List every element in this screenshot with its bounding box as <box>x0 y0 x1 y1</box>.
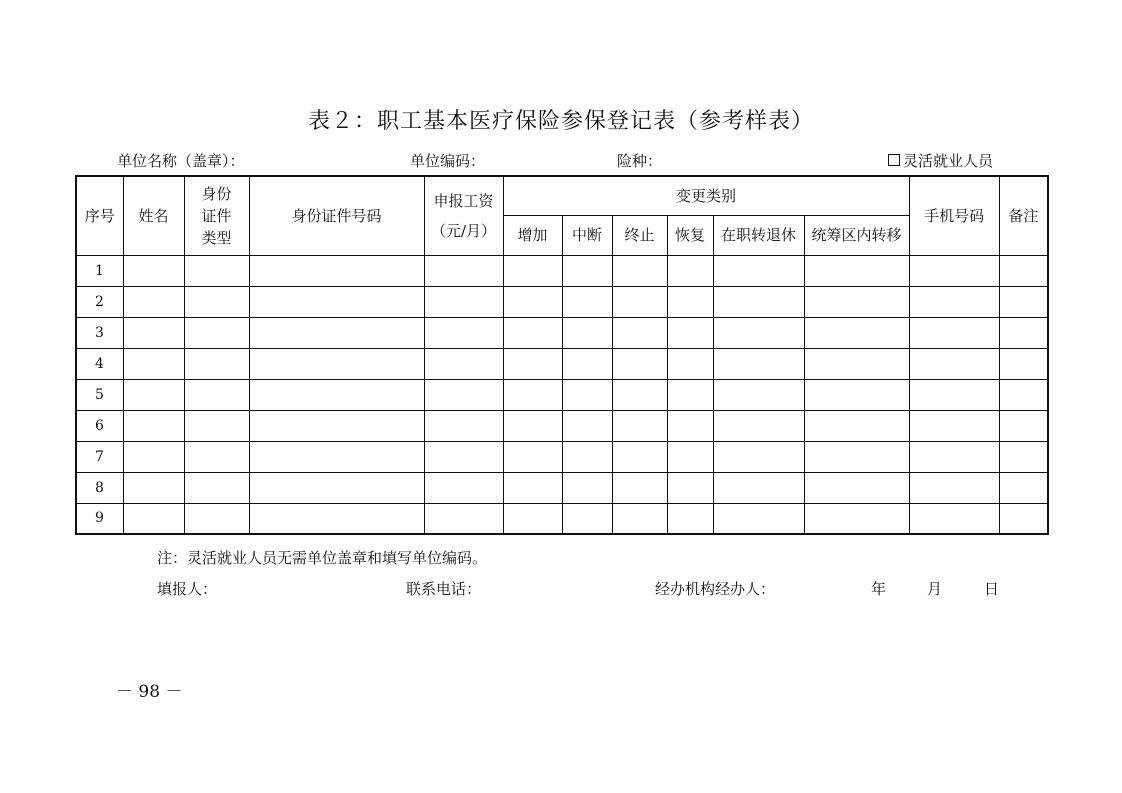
table-cell[interactable] <box>667 255 713 286</box>
table-cell[interactable] <box>999 503 1048 534</box>
table-cell[interactable] <box>503 286 562 317</box>
table-cell[interactable] <box>249 286 424 317</box>
table-cell[interactable] <box>123 472 184 503</box>
table-cell[interactable] <box>562 286 612 317</box>
change-type-resume: 恢复 <box>667 215 713 255</box>
row-number: 4 <box>76 348 123 379</box>
change-type-increase: 增加 <box>503 215 562 255</box>
table-cell[interactable] <box>612 379 667 410</box>
table-cell[interactable] <box>667 503 713 534</box>
table-cell[interactable] <box>999 379 1048 410</box>
header-id-type-text: 身份证件类型 <box>201 184 232 247</box>
table-cell[interactable] <box>667 410 713 441</box>
header-wage <box>424 176 503 255</box>
table-cell[interactable] <box>424 348 503 379</box>
table-cell[interactable] <box>713 410 804 441</box>
insurance-type-label: 险种： <box>617 152 663 170</box>
table-cell[interactable] <box>909 286 999 317</box>
header-id-type <box>184 176 249 255</box>
header-remarks: 备注 <box>999 176 1048 255</box>
table-cell[interactable] <box>667 317 713 348</box>
row-number: 6 <box>76 410 123 441</box>
table-cell[interactable] <box>999 286 1048 317</box>
table-cell[interactable] <box>999 317 1048 348</box>
table-cell[interactable] <box>612 503 667 534</box>
table-cell[interactable] <box>249 441 424 472</box>
table-row <box>76 286 1048 317</box>
table-cell[interactable] <box>804 348 909 379</box>
table-cell[interactable] <box>249 379 424 410</box>
table-cell[interactable] <box>713 503 804 534</box>
row-number: 2 <box>76 286 123 317</box>
header-seq: 序号 <box>76 176 123 255</box>
header-id-number: 身份证件号码 <box>249 176 424 255</box>
table-cell[interactable] <box>123 503 184 534</box>
table-cell[interactable] <box>612 441 667 472</box>
table-cell[interactable] <box>562 441 612 472</box>
row-number: 1 <box>76 255 123 286</box>
table-cell[interactable] <box>562 317 612 348</box>
table-cell[interactable] <box>503 348 562 379</box>
table-cell[interactable] <box>999 472 1048 503</box>
table-cell[interactable] <box>562 379 612 410</box>
table-cell[interactable] <box>999 410 1048 441</box>
table-cell[interactable] <box>123 348 184 379</box>
flexible-employment-option[interactable] <box>888 150 993 171</box>
table-cell[interactable] <box>667 441 713 472</box>
table-cell[interactable] <box>804 379 909 410</box>
table-cell[interactable] <box>503 472 562 503</box>
table-cell[interactable] <box>184 348 249 379</box>
form-title: 表２：职工基本医疗保险参保登记表（参考样表） <box>307 109 814 134</box>
table-cell[interactable] <box>909 255 999 286</box>
table-cell[interactable] <box>249 255 424 286</box>
header-change-category: 变更类别 <box>503 176 909 215</box>
table-cell[interactable] <box>909 503 999 534</box>
change-type-interrupt: 中断 <box>562 215 612 255</box>
registration-table <box>75 175 1049 535</box>
table-cell[interactable] <box>713 472 804 503</box>
table-cell[interactable] <box>424 286 503 317</box>
table-cell[interactable] <box>909 441 999 472</box>
table-row <box>76 317 1048 348</box>
table-row <box>76 255 1048 286</box>
header-phone: 手机号码 <box>909 176 999 255</box>
table-cell[interactable] <box>667 348 713 379</box>
header-name: 姓名 <box>123 176 184 255</box>
table-row <box>76 503 1048 534</box>
table-cell[interactable] <box>503 441 562 472</box>
table-cell[interactable] <box>804 472 909 503</box>
table-cell[interactable] <box>503 255 562 286</box>
table-cell[interactable] <box>503 379 562 410</box>
table-cell[interactable] <box>999 441 1048 472</box>
table-cell[interactable] <box>667 286 713 317</box>
table-cell[interactable] <box>184 503 249 534</box>
header-row <box>76 176 1048 215</box>
table-cell[interactable] <box>713 317 804 348</box>
date-day-label: 日 <box>984 580 1000 598</box>
table-row <box>76 379 1048 410</box>
row-number: 9 <box>76 503 123 534</box>
table-cell[interactable] <box>424 441 503 472</box>
table-cell[interactable] <box>123 379 184 410</box>
table-row <box>76 410 1048 441</box>
table-cell[interactable] <box>612 255 667 286</box>
table-cell[interactable] <box>184 410 249 441</box>
table-cell[interactable] <box>804 286 909 317</box>
table-cell[interactable] <box>424 379 503 410</box>
page-number: － 98 － <box>116 682 183 702</box>
table-cell[interactable] <box>909 379 999 410</box>
date-month-label: 月 <box>927 580 943 598</box>
row-number: 3 <box>76 317 123 348</box>
contact-phone-label: 联系电话： <box>406 580 482 598</box>
table-cell[interactable] <box>424 255 503 286</box>
table-cell[interactable] <box>562 255 612 286</box>
table-cell[interactable] <box>424 503 503 534</box>
row-number: 5 <box>76 379 123 410</box>
row-number: 7 <box>76 441 123 472</box>
table-cell[interactable] <box>999 348 1048 379</box>
table-cell[interactable] <box>713 286 804 317</box>
table-cell[interactable] <box>804 410 909 441</box>
table-cell[interactable] <box>249 348 424 379</box>
table-row <box>76 441 1048 472</box>
table-cell[interactable] <box>562 503 612 534</box>
handler-label: 经办机构经办人： <box>655 580 776 598</box>
table-cell[interactable] <box>612 348 667 379</box>
table-cell[interactable] <box>713 348 804 379</box>
table-cell[interactable] <box>249 410 424 441</box>
table-row <box>76 348 1048 379</box>
table-cell[interactable] <box>909 317 999 348</box>
table-cell[interactable] <box>612 410 667 441</box>
table-cell[interactable] <box>123 441 184 472</box>
table-cell[interactable] <box>909 348 999 379</box>
row-number: 8 <box>76 472 123 503</box>
table-cell[interactable] <box>184 255 249 286</box>
table-cell[interactable] <box>713 441 804 472</box>
table-row <box>76 472 1048 503</box>
unit-code-label: 单位编码： <box>410 152 486 170</box>
table-cell[interactable] <box>424 472 503 503</box>
checkbox-icon[interactable] <box>888 154 900 166</box>
table-cell[interactable] <box>804 317 909 348</box>
table-cell[interactable] <box>667 472 713 503</box>
filler-label: 填报人： <box>157 580 218 598</box>
table-cell[interactable] <box>612 286 667 317</box>
header-wage-line2: （元/月） <box>430 221 497 240</box>
table-cell[interactable] <box>562 410 612 441</box>
flexible-employment-label: 灵活就业人员 <box>903 152 994 170</box>
table-cell[interactable] <box>123 286 184 317</box>
table-cell[interactable] <box>249 503 424 534</box>
table-cell[interactable] <box>667 379 713 410</box>
table-cell[interactable] <box>424 317 503 348</box>
header-wage-line1: 申报工资 <box>433 191 494 210</box>
table-cell[interactable] <box>562 348 612 379</box>
table-cell[interactable] <box>713 255 804 286</box>
change-type-transfer: 统筹区内转移 <box>804 215 909 255</box>
table-cell[interactable] <box>184 379 249 410</box>
table-cell[interactable] <box>503 317 562 348</box>
table-cell[interactable] <box>123 317 184 348</box>
table-cell[interactable] <box>562 472 612 503</box>
table-cell[interactable] <box>503 410 562 441</box>
table-cell[interactable] <box>249 317 424 348</box>
table-cell[interactable] <box>184 441 249 472</box>
table-cell[interactable] <box>123 410 184 441</box>
table-cell[interactable] <box>424 410 503 441</box>
change-type-retire: 在职转退休 <box>713 215 804 255</box>
table-cell[interactable] <box>249 472 424 503</box>
table-cell[interactable] <box>612 317 667 348</box>
change-type-terminate: 终止 <box>612 215 667 255</box>
date-year-label: 年 <box>871 580 887 598</box>
table-cell[interactable] <box>612 472 667 503</box>
table-cell[interactable] <box>123 255 184 286</box>
table-cell[interactable] <box>503 503 562 534</box>
table-cell[interactable] <box>909 472 999 503</box>
table-cell[interactable] <box>184 317 249 348</box>
note-text: 注：灵活就业人员无需单位盖章和填写单位编码。 <box>157 549 488 567</box>
table-cell[interactable] <box>184 286 249 317</box>
table-body <box>76 255 1048 534</box>
table-cell[interactable] <box>804 503 909 534</box>
table-cell[interactable] <box>713 379 804 410</box>
table-cell[interactable] <box>804 255 909 286</box>
table-cell[interactable] <box>909 410 999 441</box>
table-cell[interactable] <box>804 441 909 472</box>
table-cell[interactable] <box>999 255 1048 286</box>
unit-name-label: 单位名称（盖章）： <box>117 152 245 170</box>
table-cell[interactable] <box>184 472 249 503</box>
